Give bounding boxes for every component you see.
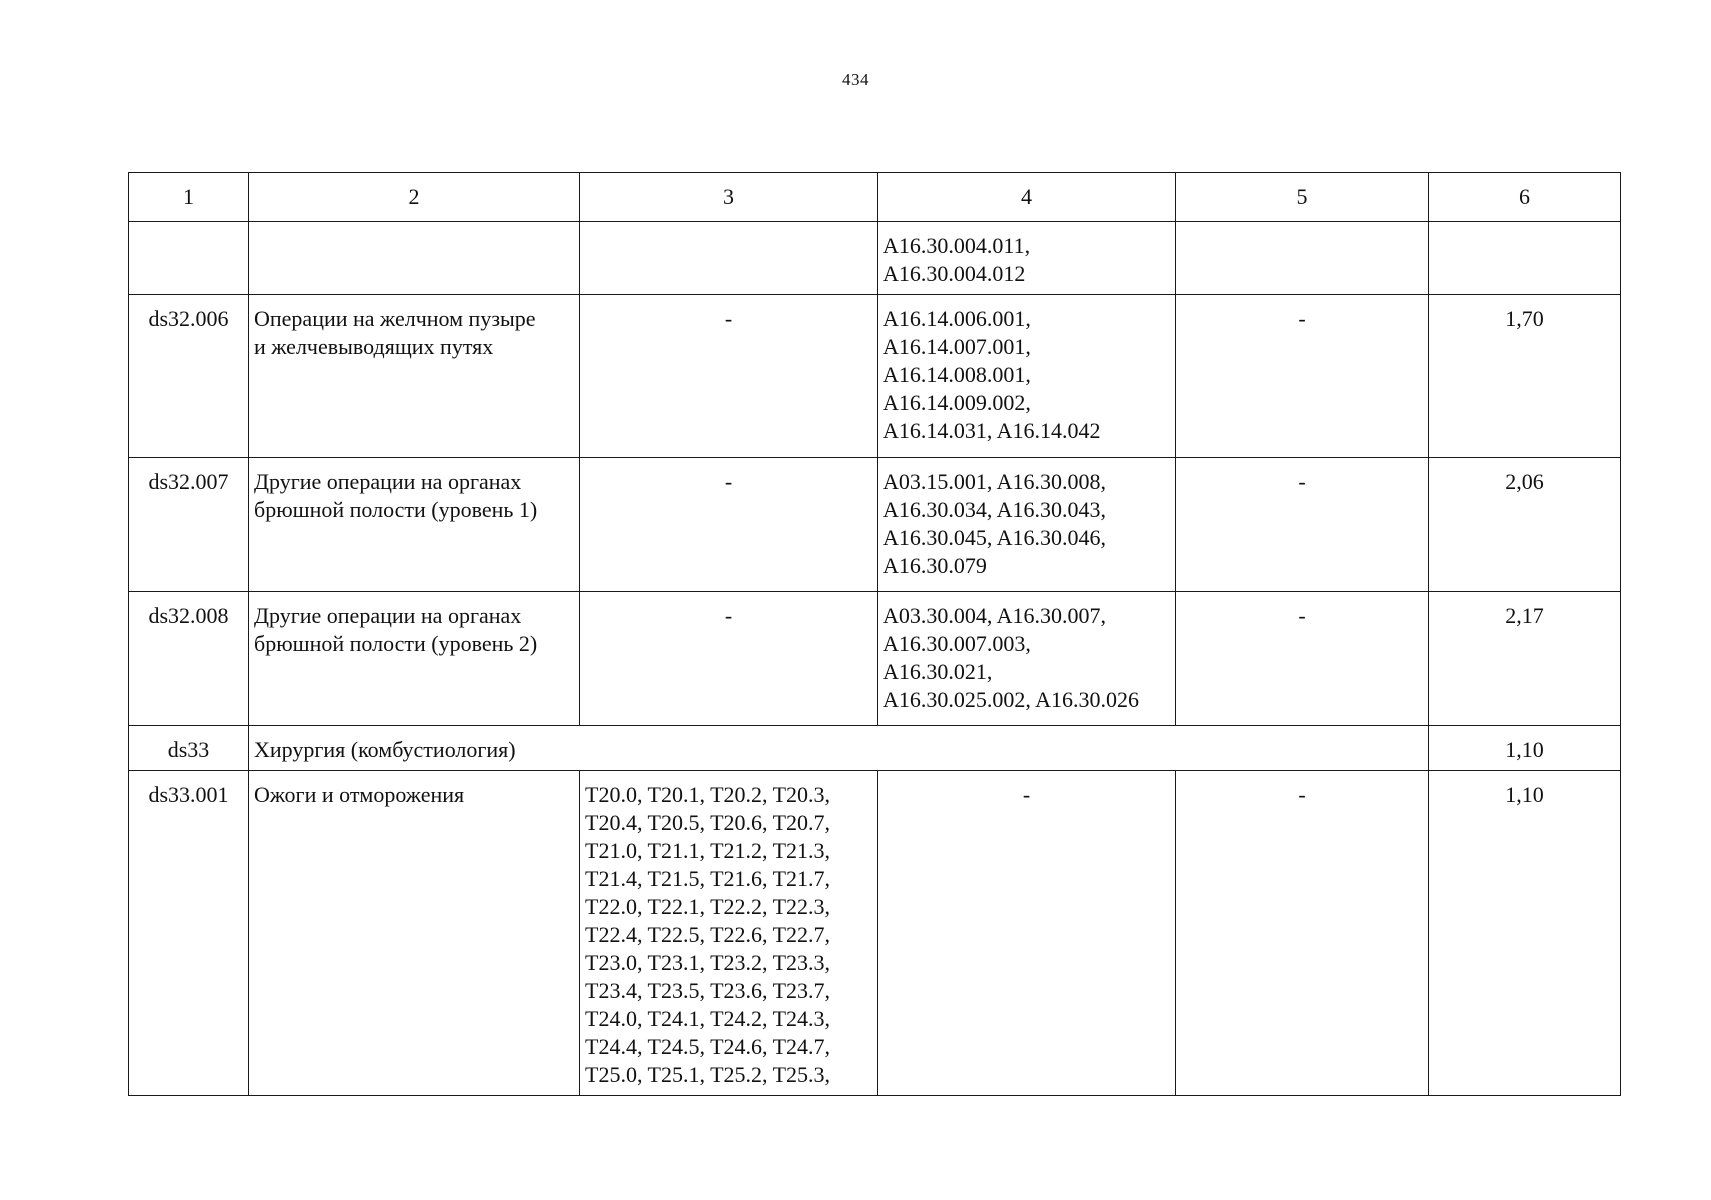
diagnosis-line: T25.0, T25.1, T25.2, T25.3,: [585, 1062, 831, 1087]
cell-col4: -: [878, 771, 1176, 1096]
cell-code: ds32.006: [129, 295, 249, 458]
col4-line: A16.30.021,: [883, 659, 993, 684]
col4-line: A03.15.001, A16.30.008,: [883, 469, 1107, 494]
cell-code: ds32.007: [129, 458, 249, 592]
col4-line: A16.14.009.002,: [883, 390, 1031, 415]
cell-col5: -: [1176, 592, 1429, 726]
diagnosis-line: T21.4, T21.5, T21.6, T21.7,: [585, 866, 831, 891]
cell-col5: -: [1176, 458, 1429, 592]
col4-line: A16.30.079: [883, 553, 987, 578]
cell-coef: [1429, 222, 1621, 295]
header-col-2: 2: [249, 173, 580, 222]
col4-line: A03.30.004, A16.30.007,: [883, 603, 1107, 628]
header-col-1: 1: [129, 173, 249, 222]
col4-line: A16.14.006.001,: [883, 306, 1031, 331]
col4-line: A16.30.004.012: [883, 261, 1026, 286]
group-code: ds33: [129, 726, 249, 771]
col4-line: A16.14.007.001,: [883, 334, 1031, 359]
continuation-row: [129, 222, 1621, 295]
col4-line: A16.30.045, A16.30.046,: [883, 525, 1107, 550]
cell-coef: 2,06: [1429, 458, 1621, 592]
col4-line: A16.30.004.011,: [883, 233, 1031, 258]
cell-code: ds33.001: [129, 771, 249, 1096]
diagnosis-line: T22.4, T22.5, T22.6, T22.7,: [585, 922, 831, 947]
name-line: Операции на желчном пузыре: [254, 306, 536, 331]
name-line: Ожоги и отморожения: [254, 782, 465, 807]
col4-line: A16.14.008.001,: [883, 362, 1031, 387]
name-line: и желчевыводящих путях: [254, 334, 494, 359]
col4-line: A16.30.025.002, A16.30.026: [883, 687, 1140, 712]
cell-col4: [878, 458, 1176, 592]
cell-code: ds32.008: [129, 592, 249, 726]
cell-col4: [878, 222, 1176, 295]
cell-name: [249, 295, 580, 458]
name-line: Другие операции на органах: [254, 469, 522, 494]
diagnosis-line: T20.0, T20.1, T20.2, T20.3,: [585, 782, 831, 807]
diagnosis-line: T24.0, T24.1, T24.2, T24.3,: [585, 1006, 831, 1031]
cell-coef: 1,10: [1429, 771, 1621, 1096]
cell-col3: -: [580, 592, 878, 726]
header-row: [129, 173, 1621, 222]
col4-line: A16.30.034, A16.30.043,: [883, 497, 1107, 522]
diagnosis-line: T22.0, T22.1, T22.2, T22.3,: [585, 894, 831, 919]
table-row: [129, 458, 1621, 592]
cell-coef: 2,17: [1429, 592, 1621, 726]
cell-name: [249, 592, 580, 726]
page-number: 434: [842, 70, 869, 89]
cell-code: [129, 222, 249, 295]
cell-col3: -: [580, 295, 878, 458]
table-row: [129, 771, 1621, 1096]
cell-name: [249, 222, 580, 295]
group-row: [129, 726, 1621, 771]
header-col-5: 5: [1176, 173, 1429, 222]
table-row: [129, 592, 1621, 726]
cell-col3: -: [580, 458, 878, 592]
cell-col3: [580, 771, 878, 1096]
diagnosis-line: T23.4, T23.5, T23.6, T23.7,: [585, 978, 831, 1003]
name-line: брюшной полости (уровень 2): [254, 631, 538, 656]
tariff-table: [128, 172, 1621, 1096]
col4-line: A16.14.031, A16.14.042: [883, 418, 1101, 443]
table-row: [129, 295, 1621, 458]
header-col-6: 6: [1429, 173, 1621, 222]
cell-col5: [1176, 222, 1429, 295]
cell-name: [249, 458, 580, 592]
cell-name: [249, 771, 580, 1096]
diagnosis-line: T23.0, T23.1, T23.2, T23.3,: [585, 950, 831, 975]
header-col-3: 3: [580, 173, 878, 222]
col4-line: A16.30.007.003,: [883, 631, 1031, 656]
group-coef: 1,10: [1429, 726, 1621, 771]
diagnosis-line: T24.4, T24.5, T24.6, T24.7,: [585, 1034, 831, 1059]
cell-coef: 1,70: [1429, 295, 1621, 458]
cell-col4: [878, 592, 1176, 726]
diagnosis-line: T21.0, T21.1, T21.2, T21.3,: [585, 838, 831, 863]
cell-col5: -: [1176, 295, 1429, 458]
name-line: Другие операции на органах: [254, 603, 522, 628]
cell-col3: [580, 222, 878, 295]
header-col-4: 4: [878, 173, 1176, 222]
diagnosis-line: T20.4, T20.5, T20.6, T20.7,: [585, 810, 831, 835]
cell-col4: [878, 295, 1176, 458]
name-line: брюшной полости (уровень 1): [254, 497, 538, 522]
group-name: Хирургия (комбустиология): [249, 726, 1429, 771]
cell-col5: -: [1176, 771, 1429, 1096]
